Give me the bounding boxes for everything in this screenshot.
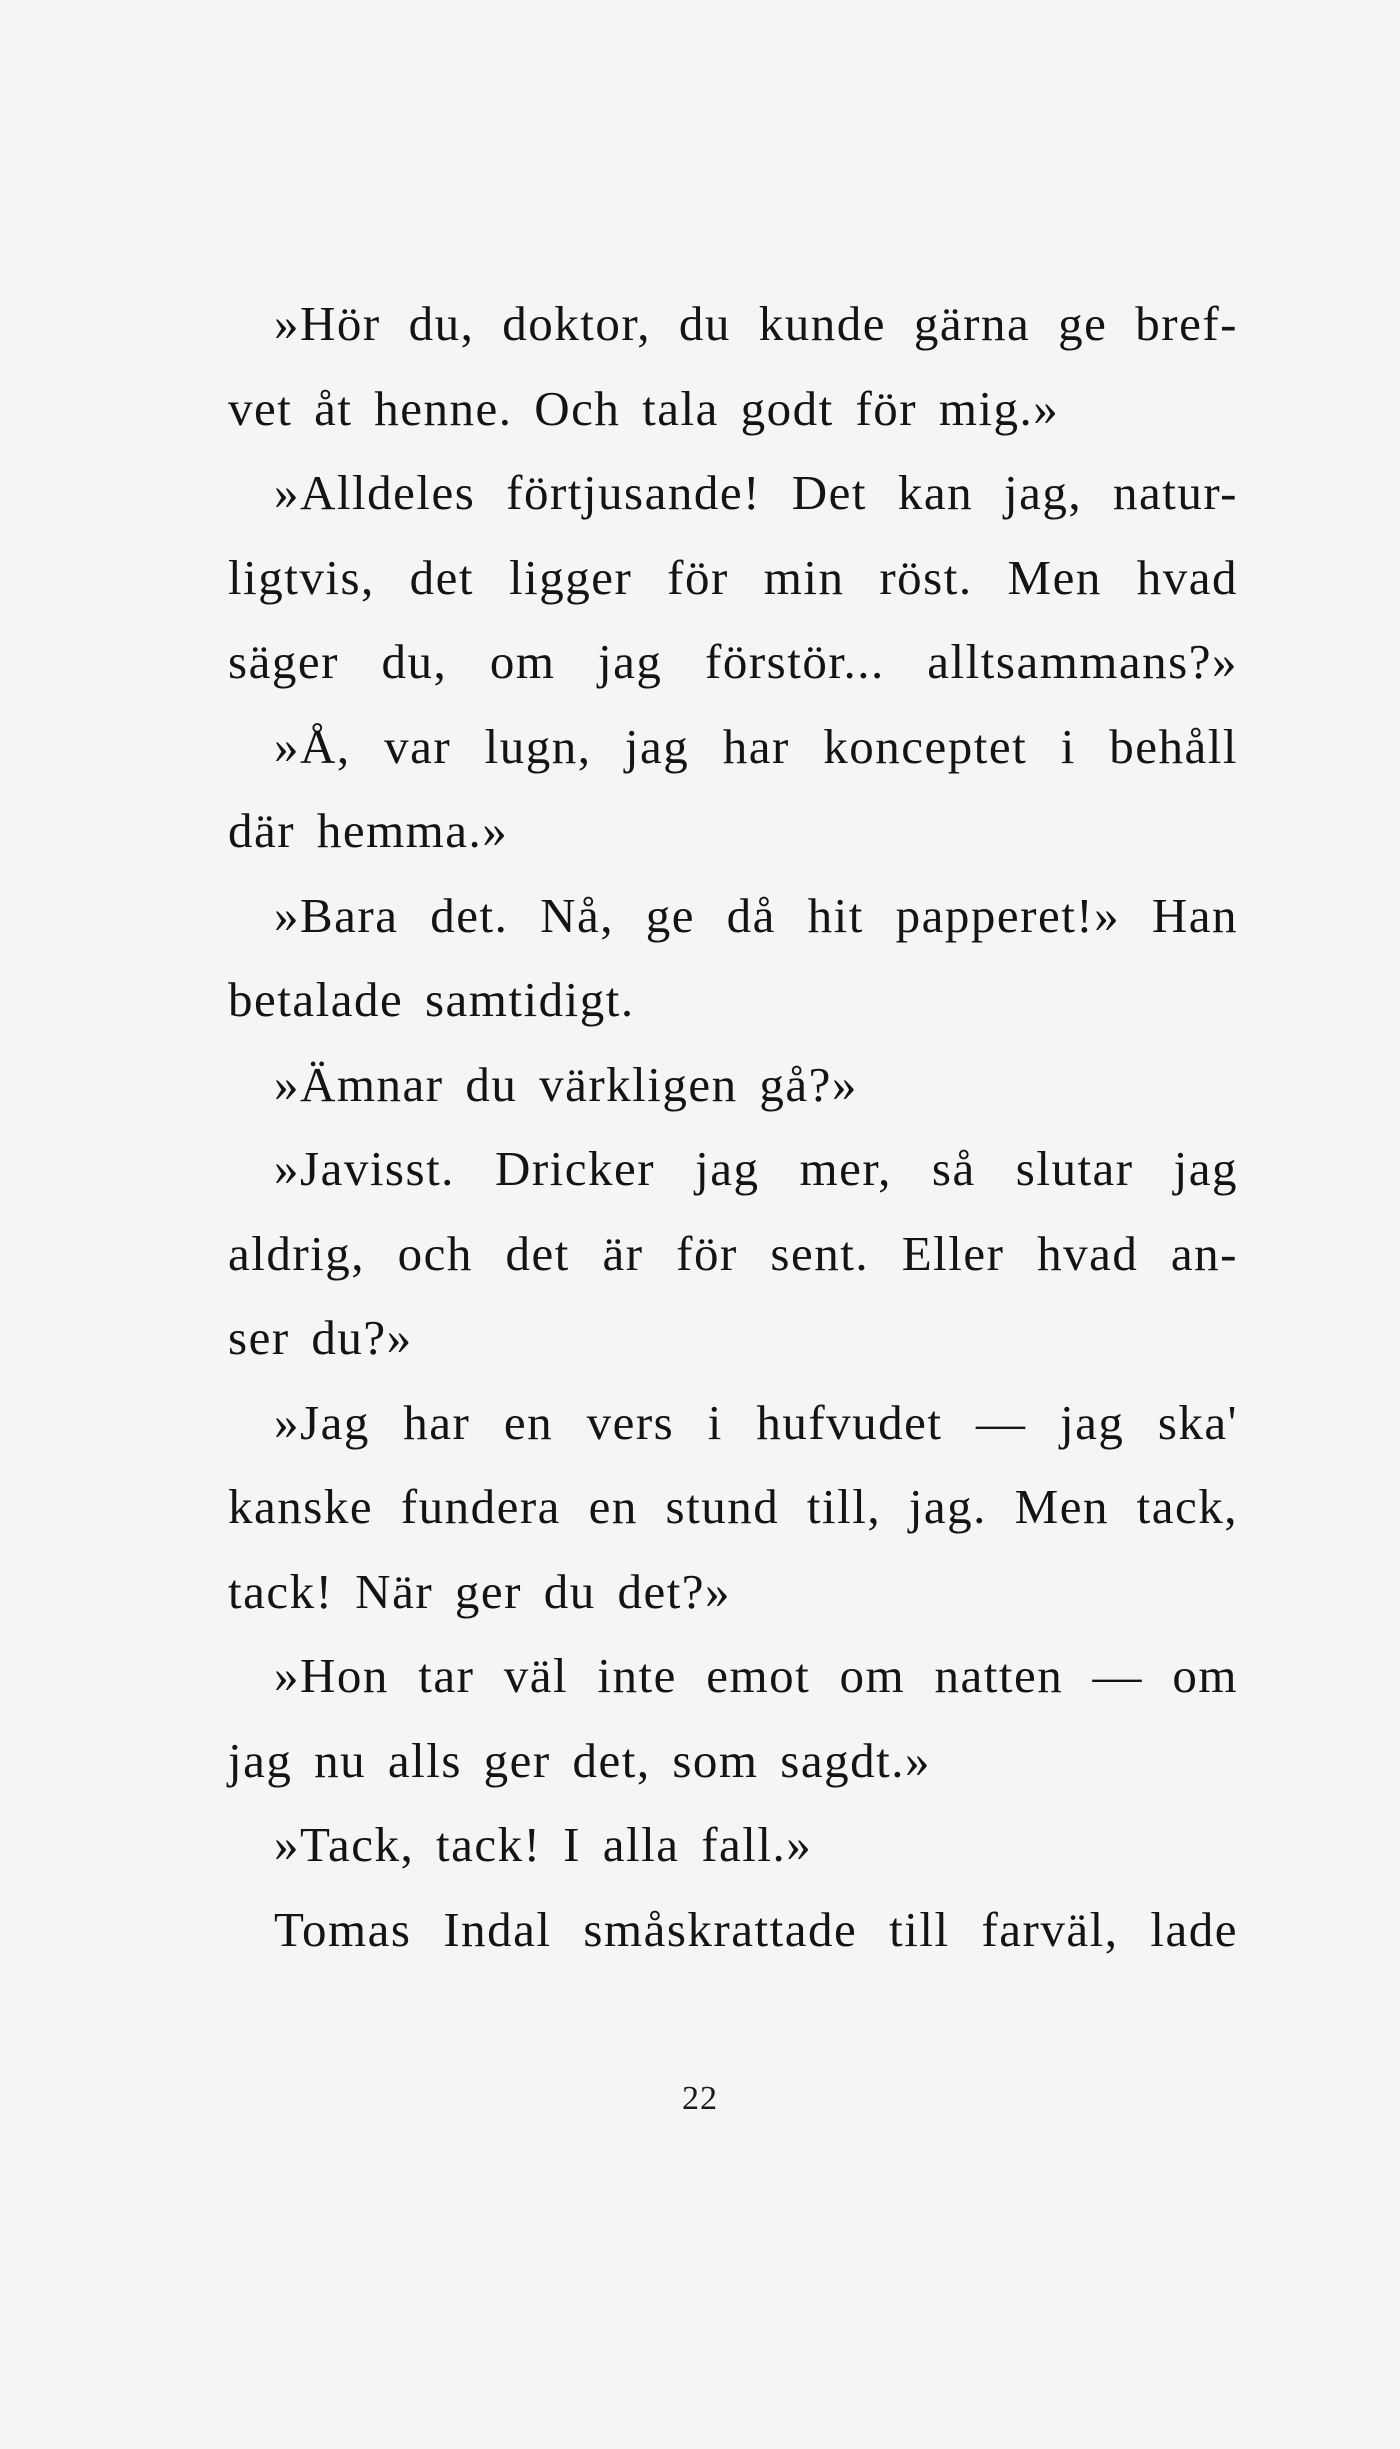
text-line: »Ämnar du värkligen gå?» [274, 1056, 858, 1112]
text-line: jag nu alls ger det, som sagdt.» [228, 1732, 931, 1788]
text-line: »Jag har en vers i hufvudet — jag ska' [274, 1394, 1238, 1450]
text-line: ser du?» [228, 1310, 413, 1365]
text-line: tack! När ger du det?» [228, 1563, 732, 1619]
text-line: Tomas Indal småskrattade till farväl, lade [274, 1901, 1238, 1957]
text-line: vet åt henne. Och tala godt för mig.» [228, 380, 1060, 436]
page-number: 22 [682, 2080, 718, 2117]
text-line: aldrig, och det är för sent. Eller hvad an- [228, 1225, 1238, 1281]
text-line: säger du, om jag förstör... alltsammans?» [228, 634, 1238, 689]
text-line: »Javisst. Dricker jag mer, så slutar jag [274, 1141, 1238, 1196]
text-line: ligtvis, det ligger för min röst. Men hvad [228, 549, 1238, 605]
body-text [228, 282, 1238, 1972]
text-line: »Alldeles förtjusande! Det kan jag, natur- [274, 465, 1238, 520]
text-line: betalade samtidigt. [228, 972, 635, 1027]
text-line: där hemma.» [228, 803, 509, 858]
text-line: »Å, var lugn, jag har konceptet i behåll [274, 718, 1238, 774]
text-line: »Bara det. Nå, ge då hit papperet!» Han [274, 887, 1238, 943]
text-line: »Tack, tack! I alla fall.» [274, 1817, 813, 1872]
text-line: kanske fundera en stund till, jag. Men tack, [228, 1479, 1238, 1534]
text-line: »Hon tar väl inte emot om natten — om [274, 1648, 1238, 1703]
text-line: »Hör du, doktor, du kunde gärna ge bref- [274, 296, 1238, 351]
